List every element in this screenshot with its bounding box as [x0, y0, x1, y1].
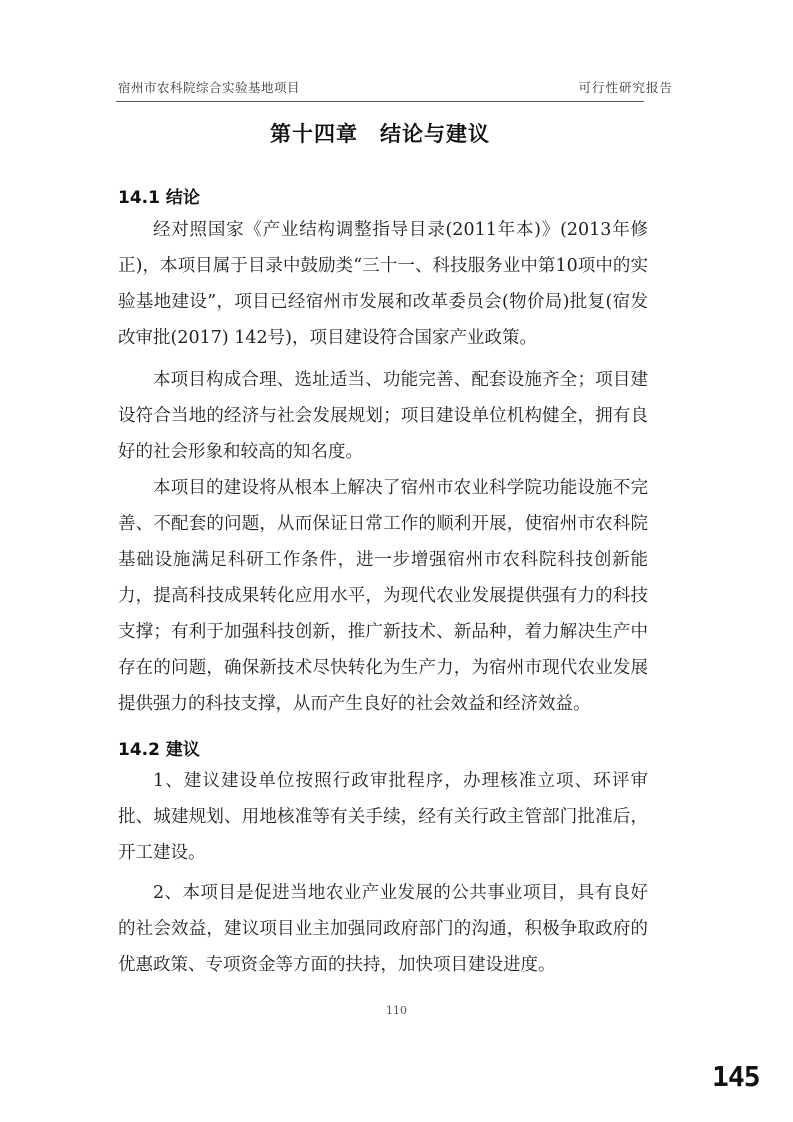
section-heading-conclusion: 14.1 结论: [118, 188, 200, 208]
stamped-page-number: 145: [712, 1060, 760, 1093]
section-heading-suggestion: 14.2 建议: [118, 740, 200, 760]
paragraph: 本项目构成合理、选址适当、功能完善、配套设施齐全；项目建设符合当地的经济与社会发展规划；项目建设单位机构健全，拥有良好的社会形象和较高的知名度。: [118, 370, 648, 462]
paragraph: 2、本项目是促进当地农业产业发展的公共事业项目，具有良好的社会效益，建议项目业主加强同政府部门的沟通，积极争取政府的优惠政策、专项资金等方面的扶持，加快项目建设进度。: [118, 883, 648, 975]
header-rule: [116, 101, 644, 102]
running-header-left: 宿州市农科院综合实验基地项目: [118, 80, 301, 95]
running-header-right: 可行性研究报告: [578, 80, 673, 95]
paragraph: 1、建议建设单位按照行政审批程序，办理核准立项、环评审批、城建规划、用地核准等有关手续，经有关行政主管部门批准后，开工建设。: [118, 771, 648, 863]
paragraph: 本项目的建设将从根本上解决了宿州市农业科学院功能设施不完善、不配套的问题，从而保证日常工作的顺利开展，使宿州市农科院基础设施满足科研工作条件，进一步增强宿州市农科院科技创新能力，提高科技成果转化应用水平，为现代农业发展提供强有力的科技支撑；有利于加强科技创新，推广新技术、新品种，着力解决生产中存在的问题，确保新技术尽快转化为生产力，为宿州市现代农业发展提供强力的科技支撑，从而产生良好的社会效益和经济效益。: [118, 478, 648, 714]
page-number: 110: [386, 1004, 407, 1017]
chapter-title: 第十四章 结论与建议: [270, 122, 490, 146]
paragraph: 经对照国家《产业结构调整指导目录(2011年本)》(2013年修正)，本项目属于目录中鼓励类“三十一、科技服务业中第10项中的实验基地建设”，项目已经宿州市发展和改革委员会(物价局)批复(宿发改审批(2017) 142号)，项目建设符合国家产业政策。: [118, 220, 648, 348]
